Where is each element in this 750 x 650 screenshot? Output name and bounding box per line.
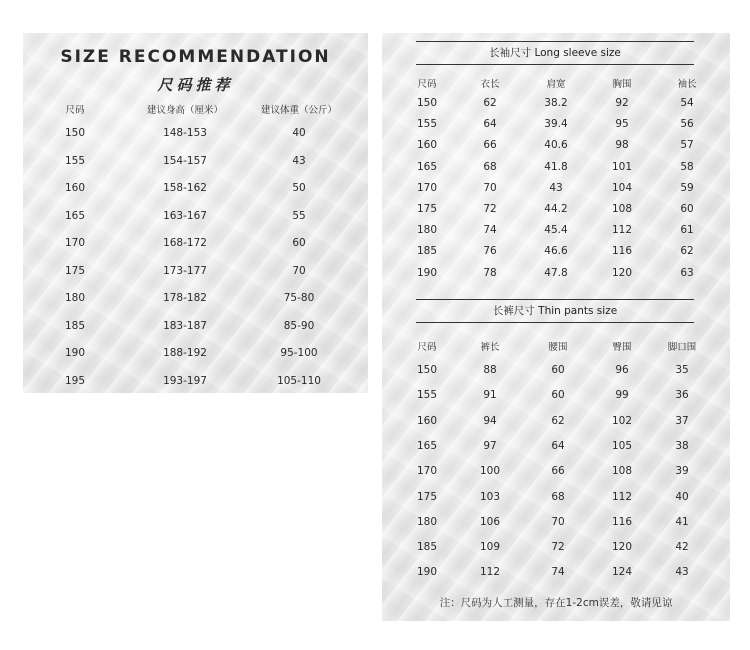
table-cell: 45.4 <box>544 224 568 237</box>
table-cell: 173-177 <box>163 264 207 277</box>
table-cell: 72 <box>483 203 497 215</box>
table-cell: 112 <box>479 566 501 579</box>
table-cell: 38.2 <box>544 97 568 109</box>
table-cell: 116 <box>611 515 633 528</box>
column-header: 臀围 <box>612 342 632 353</box>
size-recommendation-panel <box>23 33 368 393</box>
table-cell: 155 <box>416 118 438 131</box>
table-cell: 54 <box>680 97 694 109</box>
table-cell: 170 <box>416 181 438 194</box>
table-cell: 175 <box>64 264 86 277</box>
table-cell: 62 <box>680 245 694 258</box>
column-header: 袖长 <box>677 79 697 90</box>
table-cell: 170 <box>416 465 438 478</box>
table-cell: 68 <box>551 490 565 503</box>
table-cell: 66 <box>551 465 565 478</box>
table-cell: 63 <box>680 266 694 279</box>
table-cell: 60 <box>292 237 306 249</box>
table-cell: 59 <box>680 181 694 194</box>
table-cell: 74 <box>483 224 497 237</box>
table-cell: 75-80 <box>283 292 315 304</box>
table-cell: 43 <box>549 181 563 194</box>
table-cell: 170 <box>64 237 86 249</box>
table-cell: 190 <box>416 266 438 279</box>
table-cell: 160 <box>416 139 438 152</box>
table-cell: 104 <box>611 181 633 194</box>
table-cell: 44.2 <box>544 203 568 215</box>
table-cell: 165 <box>416 160 438 173</box>
column-header: 衣长 <box>480 79 500 90</box>
recommendation-title-zh: 尺码推荐 <box>157 76 234 94</box>
table-cell: 94 <box>483 414 497 427</box>
table-cell: 109 <box>479 541 501 554</box>
table-cell: 185 <box>416 541 438 554</box>
table-cell: 72 <box>551 541 565 554</box>
table-cell: 112 <box>611 490 633 503</box>
table-cell: 64 <box>483 118 497 131</box>
table-cell: 168-172 <box>163 237 207 249</box>
table-cell: 39.4 <box>544 118 568 131</box>
table-cell: 97 <box>483 439 497 452</box>
table-cell: 103 <box>479 490 501 503</box>
table-cell: 150 <box>64 127 86 139</box>
table-cell: 40.6 <box>544 139 568 152</box>
table-cell: 60 <box>680 203 694 215</box>
table-cell: 85-90 <box>283 319 315 332</box>
column-header: 建议体重（公斤） <box>260 105 337 116</box>
table-cell: 190 <box>416 566 438 579</box>
table-cell: 163-167 <box>163 209 207 222</box>
pants-section-title: 长裤尺寸 Thin pants size <box>416 299 694 323</box>
table-cell: 60 <box>551 389 565 402</box>
table-cell: 57 <box>680 139 694 152</box>
table-cell: 56 <box>680 118 694 131</box>
table-cell: 150 <box>416 97 438 109</box>
table-cell: 37 <box>675 414 689 427</box>
table-cell: 41.8 <box>544 160 568 173</box>
table-cell: 62 <box>551 414 565 427</box>
column-header: 肩宽 <box>546 79 566 90</box>
column-header: 胸围 <box>612 79 632 90</box>
table-cell: 43 <box>675 566 689 579</box>
table-cell: 148-153 <box>163 127 207 139</box>
garment-size-panel <box>382 33 730 621</box>
table-cell: 70 <box>551 515 565 528</box>
table-cell: 70 <box>483 181 497 194</box>
table-cell: 160 <box>64 182 86 194</box>
sleeve-section-title: 长袖尺寸 Long sleeve size <box>416 41 694 65</box>
table-cell: 180 <box>416 515 438 528</box>
table-cell: 91 <box>483 389 497 402</box>
table-cell: 106 <box>479 515 501 528</box>
table-cell: 50 <box>292 182 306 194</box>
column-header: 建议身高（厘米） <box>146 105 223 116</box>
table-cell: 102 <box>611 414 633 427</box>
table-cell: 180 <box>416 224 438 237</box>
table-cell: 188-192 <box>163 347 207 359</box>
table-cell: 108 <box>611 465 633 478</box>
table-cell: 47.8 <box>544 266 568 279</box>
table-cell: 61 <box>680 224 694 237</box>
table-cell: 105 <box>611 439 633 452</box>
table-cell: 185 <box>416 245 438 258</box>
column-header: 脚口围 <box>667 342 697 353</box>
table-cell: 183-187 <box>163 319 207 332</box>
table-cell: 95-100 <box>280 347 318 359</box>
table-cell: 195 <box>64 374 86 387</box>
table-cell: 58 <box>680 160 694 173</box>
table-cell: 108 <box>611 203 633 215</box>
table-cell: 193-197 <box>163 374 207 387</box>
table-cell: 120 <box>611 266 633 279</box>
table-cell: 88 <box>483 364 497 376</box>
table-cell: 60 <box>551 364 565 376</box>
table-cell: 74 <box>551 566 565 579</box>
table-cell: 70 <box>292 264 306 277</box>
table-cell: 185 <box>64 319 86 332</box>
table-cell: 35 <box>675 364 689 376</box>
table-cell: 100 <box>479 465 501 478</box>
table-cell: 95 <box>615 118 629 131</box>
column-header: 腰围 <box>548 342 568 353</box>
table-cell: 158-162 <box>163 182 207 194</box>
table-cell: 178-182 <box>163 292 207 304</box>
table-cell: 98 <box>615 139 629 152</box>
table-cell: 155 <box>64 154 86 167</box>
table-cell: 180 <box>64 292 86 304</box>
table-cell: 175 <box>416 203 438 215</box>
table-cell: 66 <box>483 139 497 152</box>
table-cell: 68 <box>483 160 497 173</box>
table-cell: 112 <box>611 224 633 237</box>
table-cell: 43 <box>292 154 306 167</box>
table-cell: 124 <box>611 566 633 579</box>
column-header: 裤长 <box>480 342 500 353</box>
table-cell: 38 <box>675 439 689 452</box>
table-cell: 42 <box>675 541 689 554</box>
table-cell: 40 <box>675 490 689 503</box>
table-cell: 165 <box>64 209 86 222</box>
table-cell: 40 <box>292 127 306 139</box>
table-cell: 76 <box>483 245 497 258</box>
table-cell: 55 <box>292 209 306 222</box>
column-header: 尺码 <box>417 79 437 90</box>
table-cell: 175 <box>416 490 438 503</box>
table-cell: 46.6 <box>544 245 568 258</box>
measurement-note: 注：尺码为人工测量，存在1-2cm误差，敬请见谅 <box>439 597 673 609</box>
table-cell: 154-157 <box>163 154 207 167</box>
recommendation-title-en: SIZE RECOMMENDATION <box>60 47 331 67</box>
table-cell: 92 <box>615 97 629 109</box>
table-cell: 165 <box>416 439 438 452</box>
table-cell: 120 <box>611 541 633 554</box>
table-cell: 41 <box>675 515 689 528</box>
table-cell: 190 <box>64 347 86 359</box>
table-cell: 155 <box>416 389 438 402</box>
table-cell: 39 <box>675 465 689 478</box>
column-header: 尺码 <box>65 105 85 116</box>
table-cell: 116 <box>611 245 633 258</box>
table-cell: 150 <box>416 364 438 376</box>
table-cell: 78 <box>483 266 497 279</box>
table-cell: 160 <box>416 414 438 427</box>
table-cell: 96 <box>615 364 629 376</box>
table-cell: 36 <box>675 389 689 402</box>
table-cell: 101 <box>611 160 633 173</box>
table-cell: 64 <box>551 439 565 452</box>
column-header: 尺码 <box>417 342 437 353</box>
table-cell: 99 <box>615 389 629 402</box>
table-cell: 62 <box>483 97 497 109</box>
table-cell: 105-110 <box>277 374 321 387</box>
